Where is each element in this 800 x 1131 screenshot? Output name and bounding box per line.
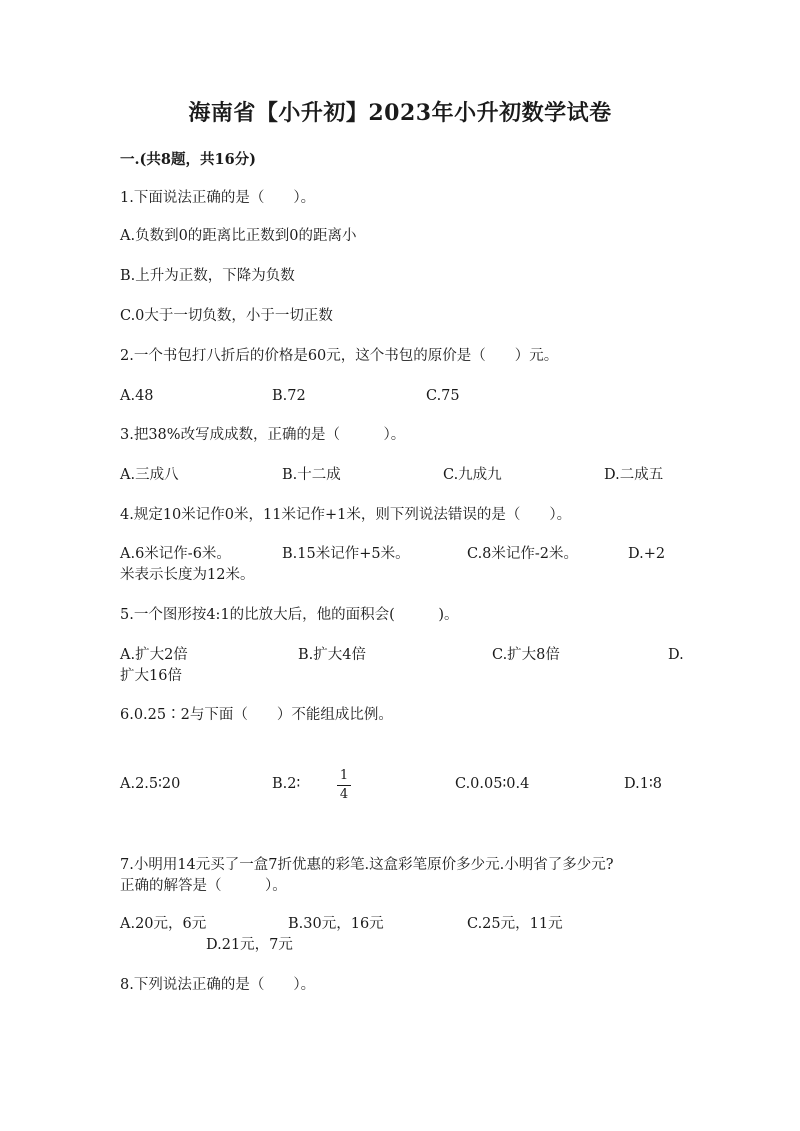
question-8-stem: 8.下列说法正确的是（ ）。: [120, 977, 316, 993]
question-6-option-a: A.2.5∶20: [120, 776, 181, 792]
question-5-stem: 5.一个图形按4:1的比放大后，他的面积会( )。: [120, 607, 459, 623]
question-5-option-c: C.扩大8倍: [492, 647, 560, 663]
question-5-option-d-wrap: 扩大16倍: [120, 668, 182, 684]
question-6-option-c: C.0.05∶0.4: [455, 776, 530, 792]
question-3-option-a: A.三成八: [120, 467, 179, 483]
question-2-option-a: A.48: [120, 388, 154, 404]
question-7-option-b: B.30元，16元: [288, 916, 384, 932]
question-3-option-d: D.二成五: [604, 467, 664, 483]
fraction-denominator: 4: [339, 787, 349, 802]
question-3-stem: 3.把38%改写成成数，正确的是（ ）。: [120, 427, 406, 443]
question-4-option-d-wrap: 米表示长度为12米。: [120, 567, 255, 583]
question-4-option-b: B.15米记作+5米。: [282, 546, 410, 562]
question-7-option-c: C.25元，11元: [467, 916, 563, 932]
section-heading: 一.(共8题，共16分): [120, 151, 257, 168]
question-5-option-b: B.扩大4倍: [298, 647, 366, 663]
question-6-option-b: B.2∶: [272, 776, 301, 792]
question-3-option-c: C.九成九: [443, 467, 502, 483]
question-6-stem: 6.0.25∶2与下面（ ）不能组成比例。: [120, 707, 393, 723]
question-1-stem: 1.下面说法正确的是（ ）。: [120, 190, 316, 206]
question-6-option-d: D.1∶8: [624, 776, 662, 792]
question-2-option-c: C.75: [426, 388, 460, 404]
question-7-option-a: A.20元，6元: [120, 916, 207, 932]
question-3-option-b: B.十二成: [282, 467, 341, 483]
question-7-stem-line2: 正确的解答是（ ）。: [120, 878, 287, 894]
question-4-option-d: D.+2: [628, 546, 666, 562]
question-5-option-a: A.扩大2倍: [120, 647, 188, 663]
question-5-option-d: D.: [668, 647, 684, 663]
question-4-option-c: C.8米记作-2米。: [467, 546, 579, 562]
question-1-option-c: C.0大于一切负数，小于一切正数: [120, 308, 333, 324]
question-2-option-b: B.72: [272, 388, 306, 404]
question-6-fraction: [337, 768, 351, 803]
question-2-stem: 2.一个书包打八折后的价格是60元，这个书包的原价是（ ）元。: [120, 348, 559, 364]
fraction-bar: [337, 785, 351, 786]
question-4-option-a: A.6米记作-6米。: [120, 546, 231, 562]
question-7-stem: 7.小明用14元买了一盒7折优惠的彩笔.这盒彩笔原价多少元.小明省了多少元?: [120, 857, 614, 873]
fraction-numerator: 1: [339, 768, 349, 783]
question-7-option-d: D.21元，7元: [206, 937, 293, 953]
question-1-option-b: B.上升为正数，下降为负数: [120, 268, 295, 284]
question-4-stem: 4.规定10米记作0米，11米记作+1米，则下列说法错误的是（ ）。: [120, 507, 572, 523]
page-title: 海南省【小升初】2023年小升初数学试卷: [188, 100, 612, 126]
question-1-option-a: A.负数到0的距离比正数到0的距离小: [120, 228, 357, 244]
